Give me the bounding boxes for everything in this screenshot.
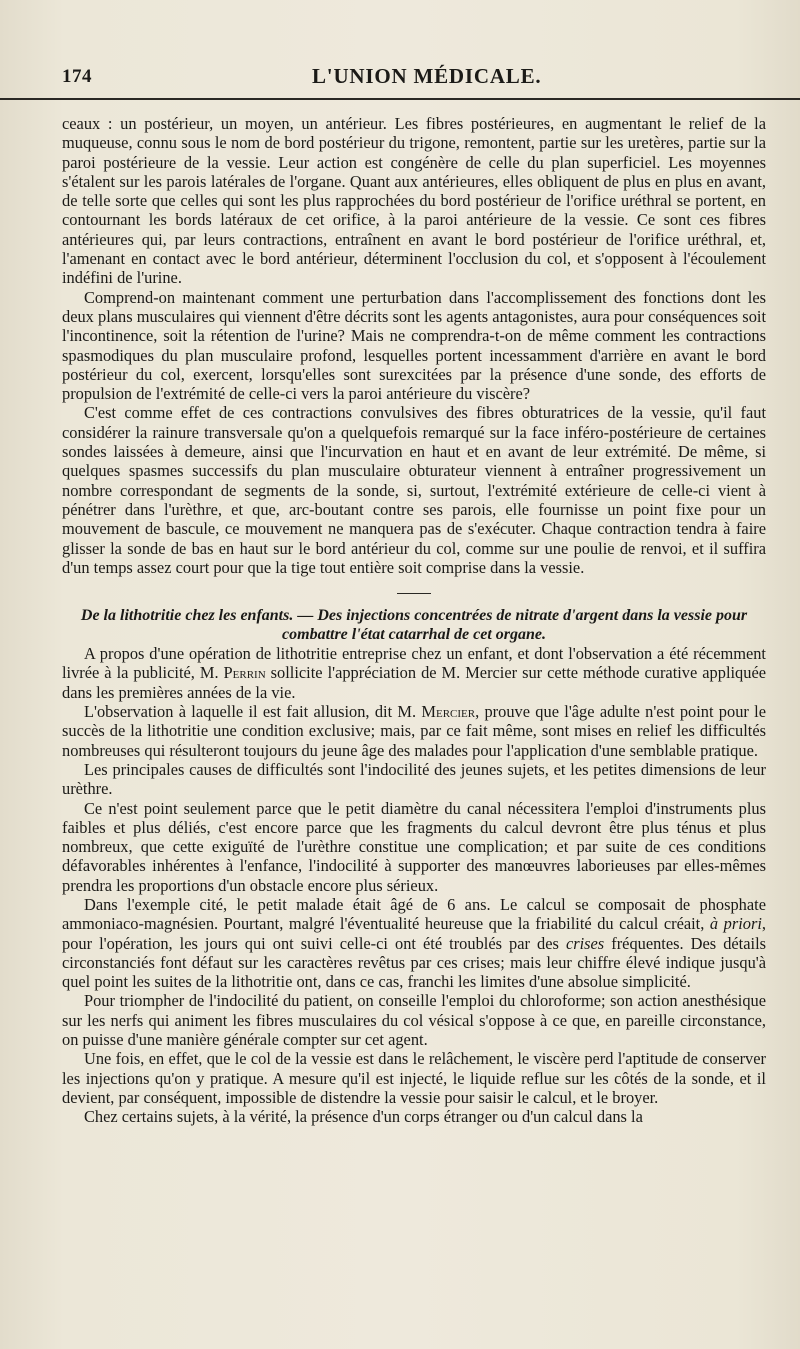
- paragraph: Pour triompher de l'indocilité du patient, on conseille l'emploi du chloroforme; son action anesthésique sur les nerfs qui animent les fibres musculaires du col vésical s'oppose à ce que, en pareille circonstance, on puisse d'une manière générale compter sur cet agent.: [62, 991, 766, 1050]
- page-header: [62, 0, 766, 88]
- text-run: sollicite l'appréciation de M. Mercier sur cette méthode curative appliquée dans les premières années de la vie.: [62, 663, 766, 702]
- paragraph: Ce n'est point seulement parce que le petit diamètre du canal nécessitera l'emploi d'instruments plus faibles et plus déliés, c'est encore parce que les fragments du calcul devront être plus ténus et plus nombreux, que cette exiguïté de l'urèthre constitue une complication; et par suite de ces conditions défavorables inhérentes à l'enfance, l'indocilité à supporter des manœuvres laborieuses par elles-mêmes prendra les proportions d'un obstacle encore plus sérieux.: [62, 798, 766, 895]
- paragraph: [62, 895, 766, 991]
- text-run: fréquentes. Des détails circonstanciés font défaut sur les caractères revêtus par ces crises; mais leur chiffre élevé indique jusqu'à quel point les suites de la lithotritie ont, dans ce cas, franchi les limites d'une absolue simplicité.: [62, 933, 766, 992]
- italic-term: crises: [565, 933, 605, 953]
- italic-term: à priori: [709, 914, 762, 934]
- text-run: A propos d'une opération de lithotritie entreprise chez un enfant, et dont l'observation a été récemment livrée à la publicité, M.: [62, 644, 766, 683]
- paragraph: Les principales causes de difficultés sont l'indocilité des jeunes sujets, et les petites dimensions de leur urèthre.: [62, 759, 766, 799]
- paragraph: Chez certains sujets, à la vérité, la présence d'un corps étranger ou d'un calcul dans la: [84, 1107, 643, 1127]
- text-run: Dans l'exemple cité, le petit malade était âgé de 6 ans. Le calcul se composait de phosphate ammoniaco-magnésien. Pourtant, malgré l'éventualité heureuse que la friabilité du calcul créait,: [62, 894, 766, 934]
- text-run: L'observation à laquelle il est fait allusion, dit M.: [84, 702, 422, 722]
- running-head: L'UNION MÉDICALE.: [312, 64, 542, 88]
- text-run: , pour l'opération, les jours qui ont suivi celle-ci ont été troublés par des: [62, 914, 766, 953]
- paragraph: [62, 702, 766, 760]
- section-heading: De la lithotritie chez les enfants. — Des injections concentrées de nitrate d'argent dans la vessie pour combattre l'état catarrhal de cet organe.: [80, 607, 748, 644]
- text-run: , prouve que l'âge adulte n'est point pour le succès de la lithotritie une condition exclusive; mais, par ce fait même, sont mises en relief les difficultés nombreuses qui résulteront toujours du jeune âge des malades pour l'application d'une semblable pratique.: [62, 702, 766, 760]
- paragraph: ceaux : un postérieur, un moyen, un antérieur. Les fibres postérieures, en augmentant le relief de la muqueuse, connu sous le nom de bord postérieur du trigone, remontent, partie sur les uretères, partie sur la paroi postérieure de la vessie. Leur action est congénère de celle du plan superficiel. Les moyennes s'étalent sur les parois latérales de l'organe. Quant aux antérieures, elles obliquent de plus en plus en avant, de telle sorte que celles qui sont les plus rapprochées du bord postérieur de l'orifice uréthral se portent, en contournant les bords latéraux de cet orifice, à la paroi antérieure de la vessie. Ce sont ces fibres antérieures qui, par leurs contractions, entraînent en avant le bord postérieur de l'orifice uréthral, et, l'amenant en contact avec le bord antérieur, déterminent l'occlusion du col, et s'opposent à l'écoulement indéfini de l'urine.: [62, 114, 766, 288]
- body-text: [62, 114, 766, 1127]
- section-separator: [397, 593, 431, 594]
- paragraph: Comprend-on maintenant comment une perturbation dans l'accomplissement des fonctions dont les deux plans musculaires qui viennent d'être décrits sont les agents antagonistes, aura pour conséquences soit l'incontinence, soit la rétention de l'urine? Mais ne comprendra-t-on de même comment les contractions spasmodiques du plan musculaire profond, lesquelles portent incessamment d'arrière en avant le bord postérieur du col, exercent, lorsqu'elles sont surexcitées par la présence d'une sonde, des efforts de propulsion de l'extrémité de celle-ci vers la paroi antérieure du viscère?: [62, 287, 766, 404]
- author-name: Mercier: [421, 702, 476, 722]
- header-rule: [0, 98, 800, 100]
- author-name: Perrin: [223, 663, 266, 683]
- paragraph: [62, 644, 766, 702]
- page-number: 174: [62, 66, 92, 87]
- paragraph: C'est comme effet de ces contractions convulsives des fibres obturatrices de la vessie, qu'il faut considérer la rainure transversale qu'on a quelquefois remarqué sur la face inféro-postérieure de certaines sondes laissées à demeure, ainsi que l'incurvation en haut et en avant de leur extrémité. De même, si quelques spasmes successifs du plan musculaire obturateur viennent à entraîner progressivement un nombre correspondant de segments de la sonde, si, surtout, l'extrémité extérieure de celle-ci vient à pénétrer dans l'urèthre, et que, arc-boutant contre ses parois, elle fournisse un point fixe pour un mouvement de bascule, ce mouvement ne manquera pas de s'exécuter. Chaque contraction tendra à faire glisser la sonde de bas en haut sur le bord antérieur du col, comme sur une poulie de renvoi, et il suffira d'un temps assez court pour que la tige tout entière soit comprise dans la vessie.: [62, 403, 766, 577]
- paragraph: Une fois, en effet, que le col de la vessie est dans le relâchement, le viscère perd l'aptitude de conserver les injections qu'on y pratique. A mesure qu'il est injecté, le liquide reflue sur les côtés de la sonde, et il devient, par conséquent, impossible de distendre la vessie pour saisir le calcul, et le broyer.: [62, 1049, 766, 1107]
